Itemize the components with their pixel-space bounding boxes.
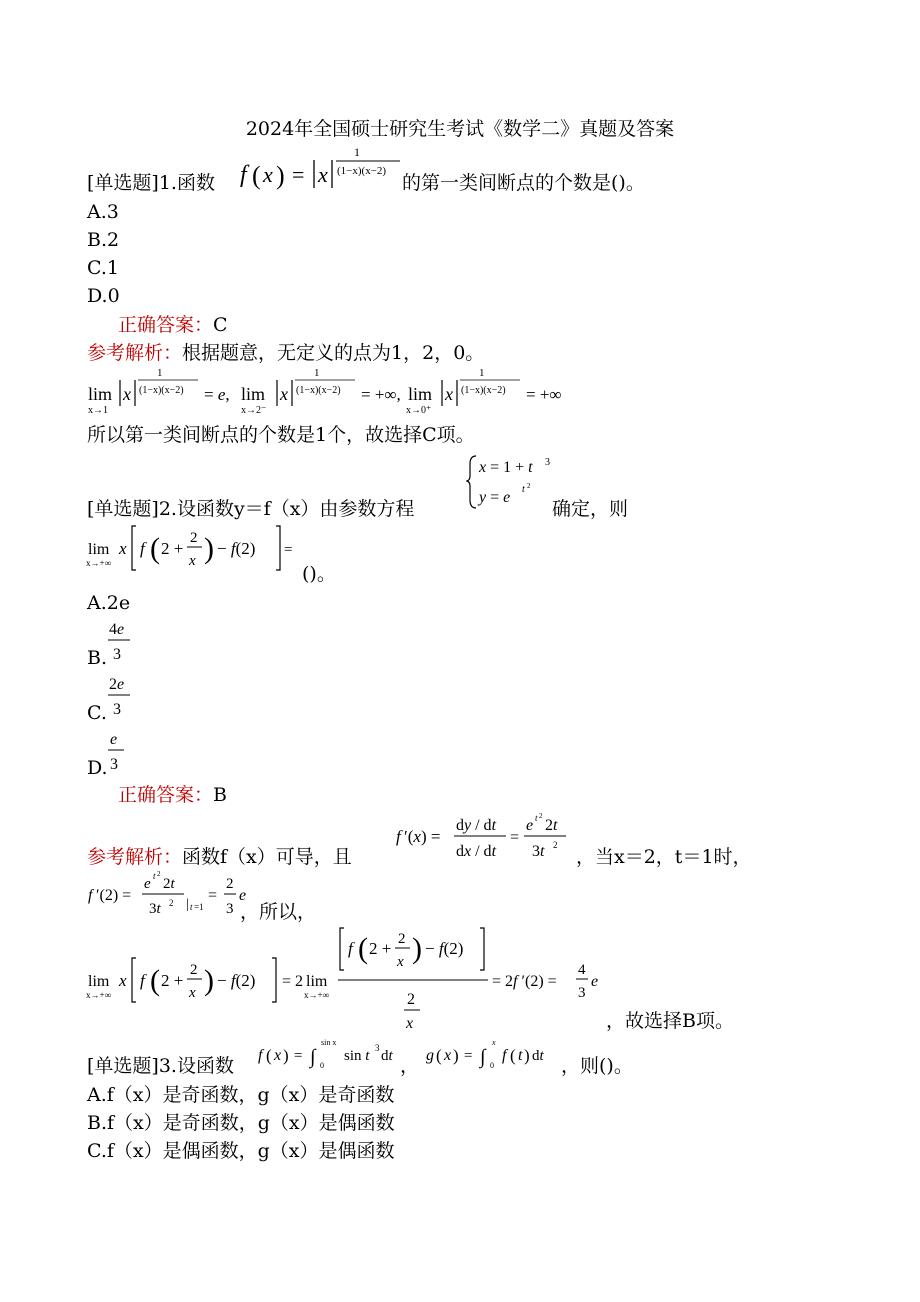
svg-text:f: f [88, 887, 93, 904]
svg-text:2: 2 [398, 931, 406, 947]
svg-text:=: = [510, 829, 520, 846]
svg-text:3: 3 [110, 756, 118, 773]
svg-text:t: t [153, 871, 156, 881]
svg-text:(: ( [252, 161, 261, 190]
svg-text:dy / dt: dy / dt [456, 817, 497, 834]
svg-text:− f(2): − f(2) [425, 939, 464, 958]
q1-prefix: [单选题]1.函数 [87, 172, 215, 194]
q3-prefix: [单选题]3.设函数 [87, 1055, 234, 1077]
svg-text:e: e [239, 887, 247, 904]
svg-text:= e,: = e, [204, 385, 230, 404]
page-title: 2024年全国硕士研究生考试《数学二》真题及答案 [245, 118, 675, 140]
svg-text:0: 0 [320, 1061, 324, 1070]
svg-text:): ) [453, 1046, 459, 1065]
svg-text:2: 2 [190, 530, 198, 546]
q1-option-d: D.0 [87, 285, 120, 307]
q1-answer [118, 313, 228, 337]
svg-text:x: x [397, 954, 404, 970]
svg-text:x: x [445, 384, 453, 404]
svg-text:f: f [502, 1047, 507, 1064]
svg-text:f: f [140, 971, 145, 990]
q1-option-b: B.2 [87, 229, 120, 251]
q2-option-c-fraction [106, 669, 132, 719]
svg-text:2: 2 [553, 840, 558, 850]
svg-text:(: ( [510, 1046, 516, 1065]
q2-answer-value: B [213, 784, 227, 806]
svg-text:3: 3 [113, 646, 121, 663]
svg-text:e: e [110, 731, 118, 748]
q2-answer [118, 783, 227, 807]
q2-analysis-label: 参考解析： [87, 846, 183, 868]
q2-option-d-label: D. [87, 757, 108, 779]
svg-text:2t: 2t [545, 817, 558, 834]
svg-text:lim: lim [88, 384, 113, 404]
svg-text:(: ( [150, 964, 160, 997]
svg-text:2: 2 [190, 962, 198, 978]
svg-text:): ) [276, 161, 285, 190]
svg-text:1: 1 [479, 367, 485, 379]
svg-text:x: x [189, 985, 196, 1001]
q2-answer-label: 正确答案： [118, 784, 214, 806]
svg-text:dx / dt: dx / dt [456, 843, 497, 860]
svg-text:− f(2): − f(2) [217, 539, 256, 558]
svg-text:x→2⁻: x→2⁻ [241, 405, 267, 416]
svg-text:lim: lim [408, 384, 433, 404]
q1-option-a: A.3 [87, 201, 119, 223]
svg-text:3t: 3t [532, 843, 545, 860]
q1-function-formula [238, 144, 402, 196]
svg-text:x: x [280, 384, 288, 404]
q1-analysis [87, 341, 484, 365]
svg-text:x→+∞: x→+∞ [86, 990, 111, 1000]
svg-text:3: 3 [226, 901, 234, 917]
q1-limits-formula [86, 366, 606, 418]
svg-text:x→0⁺: x→0⁺ [406, 405, 432, 416]
q2-limit-solution [86, 924, 606, 1034]
svg-text:): ) [412, 932, 422, 965]
svg-text:∫: ∫ [310, 1046, 316, 1068]
svg-text:e: e [591, 973, 599, 990]
svg-text:3: 3 [375, 1043, 380, 1053]
svg-text:2: 2 [527, 482, 531, 490]
svg-text:f: f [258, 1047, 263, 1064]
svg-text:e: e [526, 817, 534, 834]
q2-parametric-system [466, 452, 556, 512]
q2-option-a: A.2e [87, 592, 131, 614]
q3-comma: ， [400, 1055, 420, 1077]
svg-text:x→+∞: x→+∞ [86, 558, 111, 568]
svg-text:= +∞: = +∞ [526, 385, 562, 404]
svg-text:f: f [348, 939, 353, 958]
svg-text:x: x [406, 1015, 414, 1032]
svg-text:= +∞,: = +∞, [361, 385, 401, 404]
svg-text:2: 2 [157, 870, 161, 878]
q1-conclusion: 所以第一类间断点的个数是1个，故选择C项。 [87, 424, 475, 446]
q1-suffix: 的第一类间断点的个数是()。 [402, 172, 645, 194]
svg-text:(1−x)(x−2): (1−x)(x−2) [139, 385, 184, 396]
svg-text:1: 1 [354, 145, 360, 159]
q2-analysis [87, 845, 352, 869]
q3-option-a: A.f（x）是奇函数，g（x）是奇函数 [87, 1084, 395, 1106]
svg-text:(: ( [266, 1046, 272, 1065]
svg-text:4e: 4e [109, 621, 125, 638]
q2-limit-expression [86, 520, 306, 576]
svg-text:2: 2 [226, 876, 234, 892]
svg-text:g: g [426, 1047, 434, 1064]
svg-text:(: ( [358, 932, 368, 965]
q3-suffix: ，则()。 [561, 1055, 633, 1077]
svg-text:lim: lim [88, 541, 110, 558]
svg-text:′(x) =: ′(x) = [404, 827, 441, 846]
q2-conclusion: ，故选择B项。 [606, 1010, 734, 1032]
svg-text:x→1: x→1 [88, 405, 108, 416]
svg-text:x: x [444, 1047, 452, 1064]
svg-text:f: f [396, 827, 401, 846]
svg-text:2 +: 2 + [161, 539, 184, 558]
svg-text:(: ( [150, 532, 160, 565]
svg-text:dt: dt [381, 1048, 393, 1064]
q2-tail: ()。 [302, 563, 336, 585]
q1-option-c: C.1 [87, 257, 119, 279]
svg-text:): ) [204, 532, 214, 565]
svg-text:f: f [240, 162, 247, 188]
svg-text:x = 1 + t: x = 1 + t [479, 459, 533, 476]
svg-text:2t: 2t [163, 876, 175, 892]
svg-text:t: t [522, 484, 525, 495]
svg-text:y = e: y = e [479, 489, 511, 506]
svg-text:x→+∞: x→+∞ [304, 990, 329, 1000]
q3-option-c: C.f（x）是偶函数，g（x）是偶函数 [87, 1140, 395, 1162]
svg-text:=: = [464, 1048, 473, 1064]
svg-text:|: | [186, 897, 189, 912]
svg-text:x: x [318, 162, 328, 187]
svg-text:lim: lim [88, 973, 110, 990]
svg-text:x: x [492, 1038, 496, 1047]
svg-text:3: 3 [545, 457, 550, 468]
svg-text:′(2) =: ′(2) = [96, 887, 132, 904]
svg-text:sin x: sin x [321, 1038, 337, 1047]
svg-text:=: = [294, 1048, 303, 1064]
svg-text:sin t: sin t [344, 1048, 370, 1064]
svg-text:dt: dt [532, 1048, 544, 1064]
svg-text:2 +: 2 + [161, 971, 184, 990]
svg-text:x: x [119, 539, 127, 558]
svg-text:3: 3 [113, 701, 121, 718]
svg-text:= 2f ′(2) =: = 2f ′(2) = [492, 973, 557, 990]
q2-analysis-so: ，所以， [240, 901, 317, 923]
q1-answer-value: C [213, 314, 228, 336]
svg-text:=: = [208, 887, 218, 904]
q2-option-b-label: B. [87, 647, 108, 669]
svg-text:f: f [140, 539, 145, 558]
svg-text:3: 3 [578, 985, 586, 1001]
svg-text:=: = [292, 162, 305, 187]
svg-text:=: = [284, 542, 293, 558]
q2-option-b-fraction [106, 614, 132, 664]
svg-text:): ) [204, 964, 214, 997]
svg-text:x: x [189, 553, 196, 569]
svg-text:2e: 2e [109, 676, 125, 693]
svg-text:): ) [524, 1046, 530, 1065]
q2-derivative-value [86, 868, 256, 920]
svg-text:lim: lim [241, 384, 266, 404]
q2-option-c-label: C. [87, 702, 107, 724]
q2-prefix: [单选题]2.设函数y＝f（x）由参数方程 [87, 498, 415, 520]
svg-text:0: 0 [490, 1061, 494, 1070]
q2-analysis-text: 函数f（x）可导，且 [182, 846, 352, 868]
svg-text:): ) [283, 1046, 289, 1065]
svg-text:x: x [123, 384, 131, 404]
svg-text:(1−x)(x−2): (1−x)(x−2) [296, 385, 341, 396]
svg-text:t: t [518, 1047, 523, 1064]
svg-text:(1−x)(x−2): (1−x)(x−2) [337, 165, 387, 177]
svg-text:=1: =1 [194, 902, 204, 912]
svg-text:lim: lim [306, 973, 328, 990]
svg-text:t: t [535, 813, 538, 823]
svg-text:e: e [144, 876, 151, 892]
svg-text:2 +: 2 + [369, 939, 392, 958]
q1-analysis-text: 根据题意，无定义的点为1，2，0。 [182, 342, 485, 364]
q2-derivative-formula [394, 808, 574, 864]
svg-text:(1−x)(x−2): (1−x)(x−2) [461, 385, 506, 396]
svg-text:t: t [190, 902, 193, 912]
svg-text:2: 2 [407, 991, 415, 1008]
q2-option-d-fraction [106, 724, 128, 774]
svg-text:− f(2): − f(2) [217, 971, 256, 990]
svg-text:1: 1 [314, 367, 320, 379]
svg-text:∫: ∫ [480, 1046, 486, 1068]
svg-text:3t: 3t [149, 901, 161, 917]
q2-suffix: 确定，则 [552, 498, 629, 520]
q2-analysis-mid: ，当x＝2，t＝1时， [576, 846, 752, 868]
svg-text:2: 2 [539, 812, 543, 820]
q3-option-b: B.f（x）是奇函数，g（x）是偶函数 [87, 1112, 395, 1134]
svg-text:4: 4 [578, 962, 586, 978]
svg-text:= 2: = 2 [282, 973, 304, 990]
svg-text:x: x [263, 162, 273, 187]
svg-text:(: ( [436, 1046, 442, 1065]
svg-text:1: 1 [157, 367, 163, 379]
q3-g-definition [424, 1036, 560, 1074]
svg-text:2: 2 [169, 898, 174, 908]
svg-text:x: x [274, 1047, 282, 1064]
svg-text:x: x [119, 971, 127, 990]
q1-analysis-label: 参考解析： [87, 342, 183, 364]
q1-answer-label: 正确答案： [118, 314, 214, 336]
q3-f-definition [256, 1036, 406, 1074]
